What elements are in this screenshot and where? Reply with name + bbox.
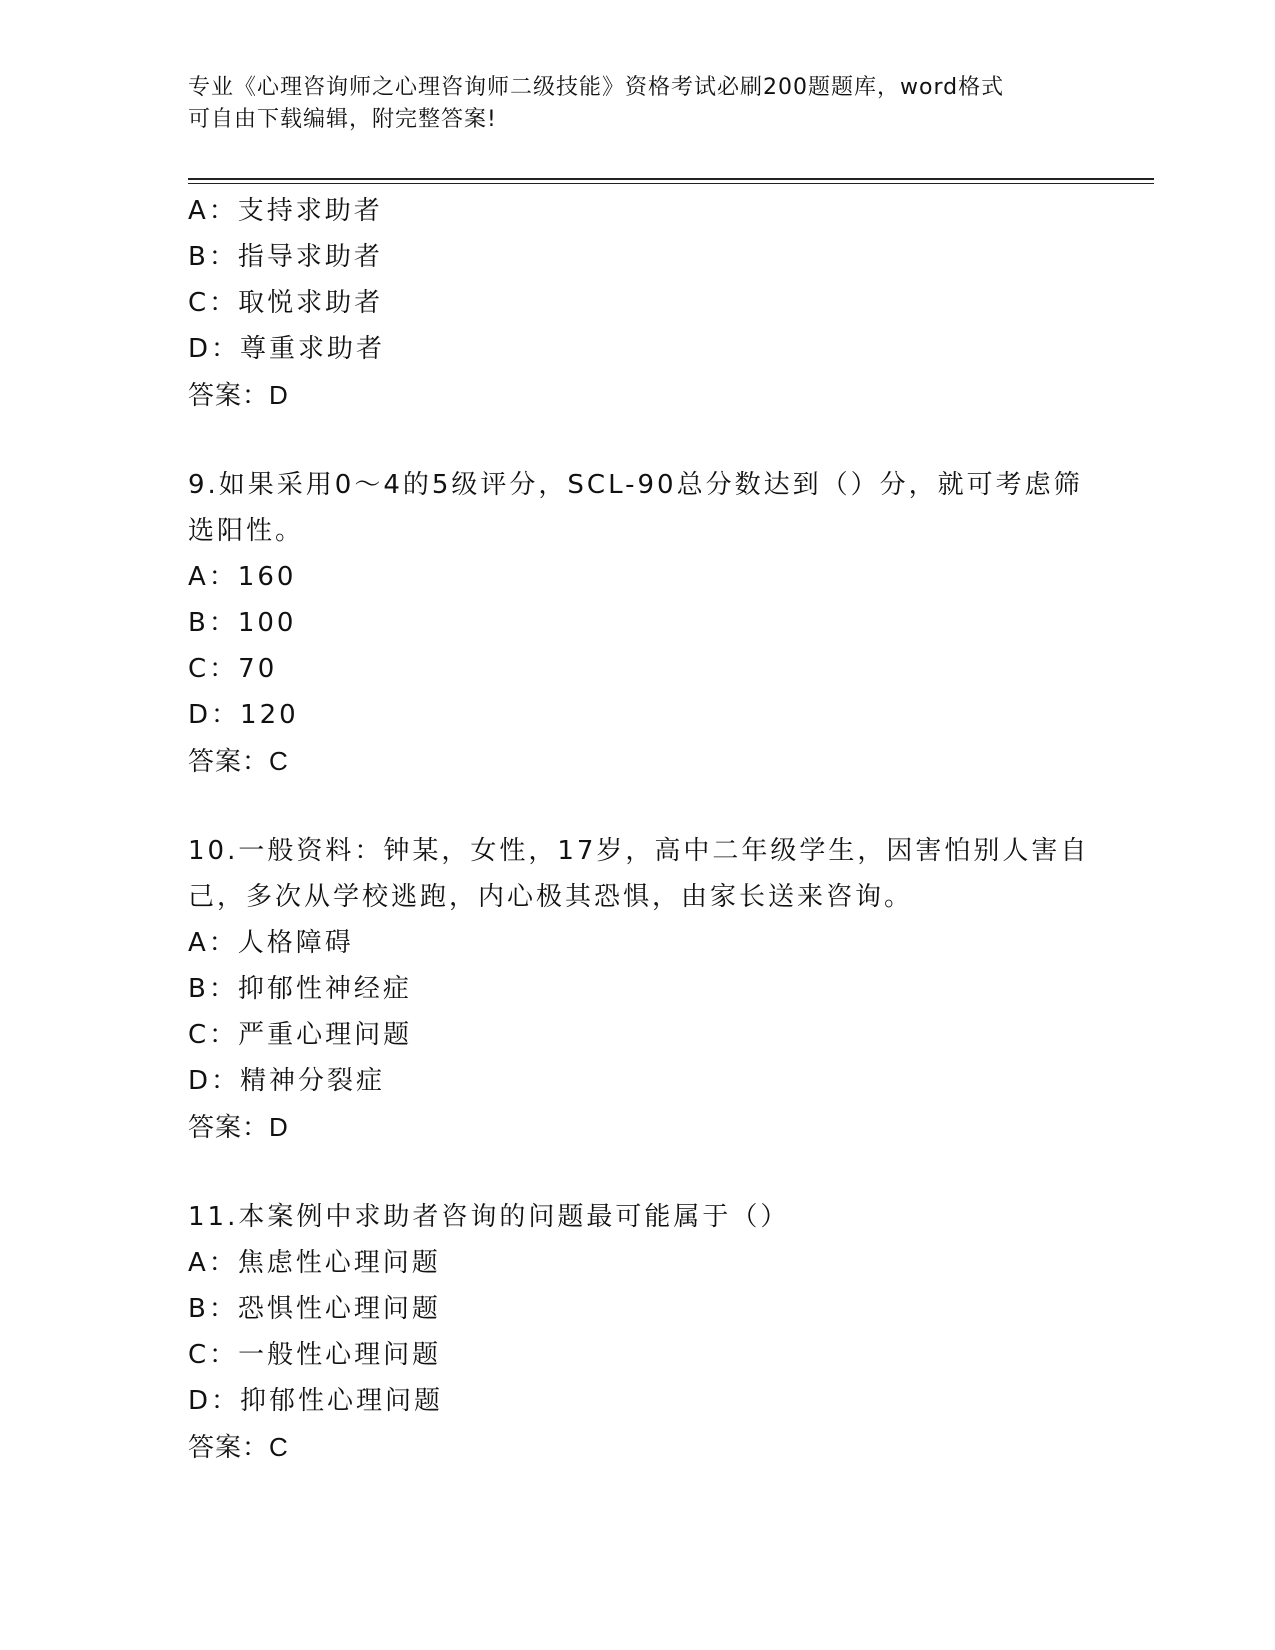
- spacer: [188, 1150, 1088, 1194]
- header-title-line: 专业《心理咨询师之心理咨询师二级技能》资格考试必刷200题题库，word格式: [188, 75, 1005, 100]
- option-a: A：支持求助者: [188, 196, 383, 226]
- answer-line: 答案：C: [188, 746, 289, 776]
- answer-line: 答案：C: [188, 1432, 289, 1462]
- question-list: [188, 188, 1088, 1470]
- option-a: A：焦虑性心理问题: [188, 1248, 441, 1278]
- option-b: B：100: [188, 608, 297, 638]
- spacer: [188, 784, 1088, 828]
- option-b: B：指导求助者: [188, 242, 383, 272]
- question-stem: 11.本案例中求助者咨询的问题最可能属于（）: [188, 1202, 790, 1232]
- document-header: [188, 72, 1068, 136]
- option-b: B：抑郁性神经症: [188, 974, 412, 1004]
- question-block-9: [188, 462, 1088, 784]
- option-a: A：160: [188, 562, 297, 592]
- option-d: D：120: [188, 700, 299, 730]
- header-divider-thick: [188, 178, 1154, 180]
- header-subtitle-line: 可自由下载编辑，附完整答案!: [188, 107, 497, 132]
- option-c: C：70: [188, 654, 278, 684]
- question-block-continued: [188, 188, 1088, 418]
- header-divider-thin: [188, 183, 1154, 184]
- question-stem: 9.如果采用0～4的5级评分，SCL-90总分数达到（）分，就可考虑筛: [188, 470, 1083, 500]
- question-block-10: [188, 828, 1088, 1150]
- question-stem: 10.一般资料：钟某，女性，17岁，高中二年级学生，因害怕别人害自: [188, 836, 1090, 866]
- option-d: D：精神分裂症: [188, 1066, 386, 1096]
- option-c: C：严重心理问题: [188, 1020, 413, 1050]
- question-stem-continued: 己，多次从学校逃跑，内心极其恐惧，由家长送来咨询。: [188, 882, 914, 912]
- option-c: C：取悦求助者: [188, 288, 384, 318]
- spacer: [188, 418, 1088, 462]
- option-a: A：人格障碍: [188, 928, 354, 958]
- option-b: B：恐惧性心理问题: [188, 1294, 441, 1324]
- answer-line: 答案：D: [188, 1112, 289, 1142]
- option-d: D：抑郁性心理问题: [188, 1386, 444, 1416]
- question-block-11: [188, 1194, 1088, 1470]
- option-d: D：尊重求助者: [188, 334, 386, 364]
- question-stem-continued: 选阳性。: [188, 516, 305, 546]
- answer-line: 答案：D: [188, 380, 289, 410]
- option-c: C：一般性心理问题: [188, 1340, 442, 1370]
